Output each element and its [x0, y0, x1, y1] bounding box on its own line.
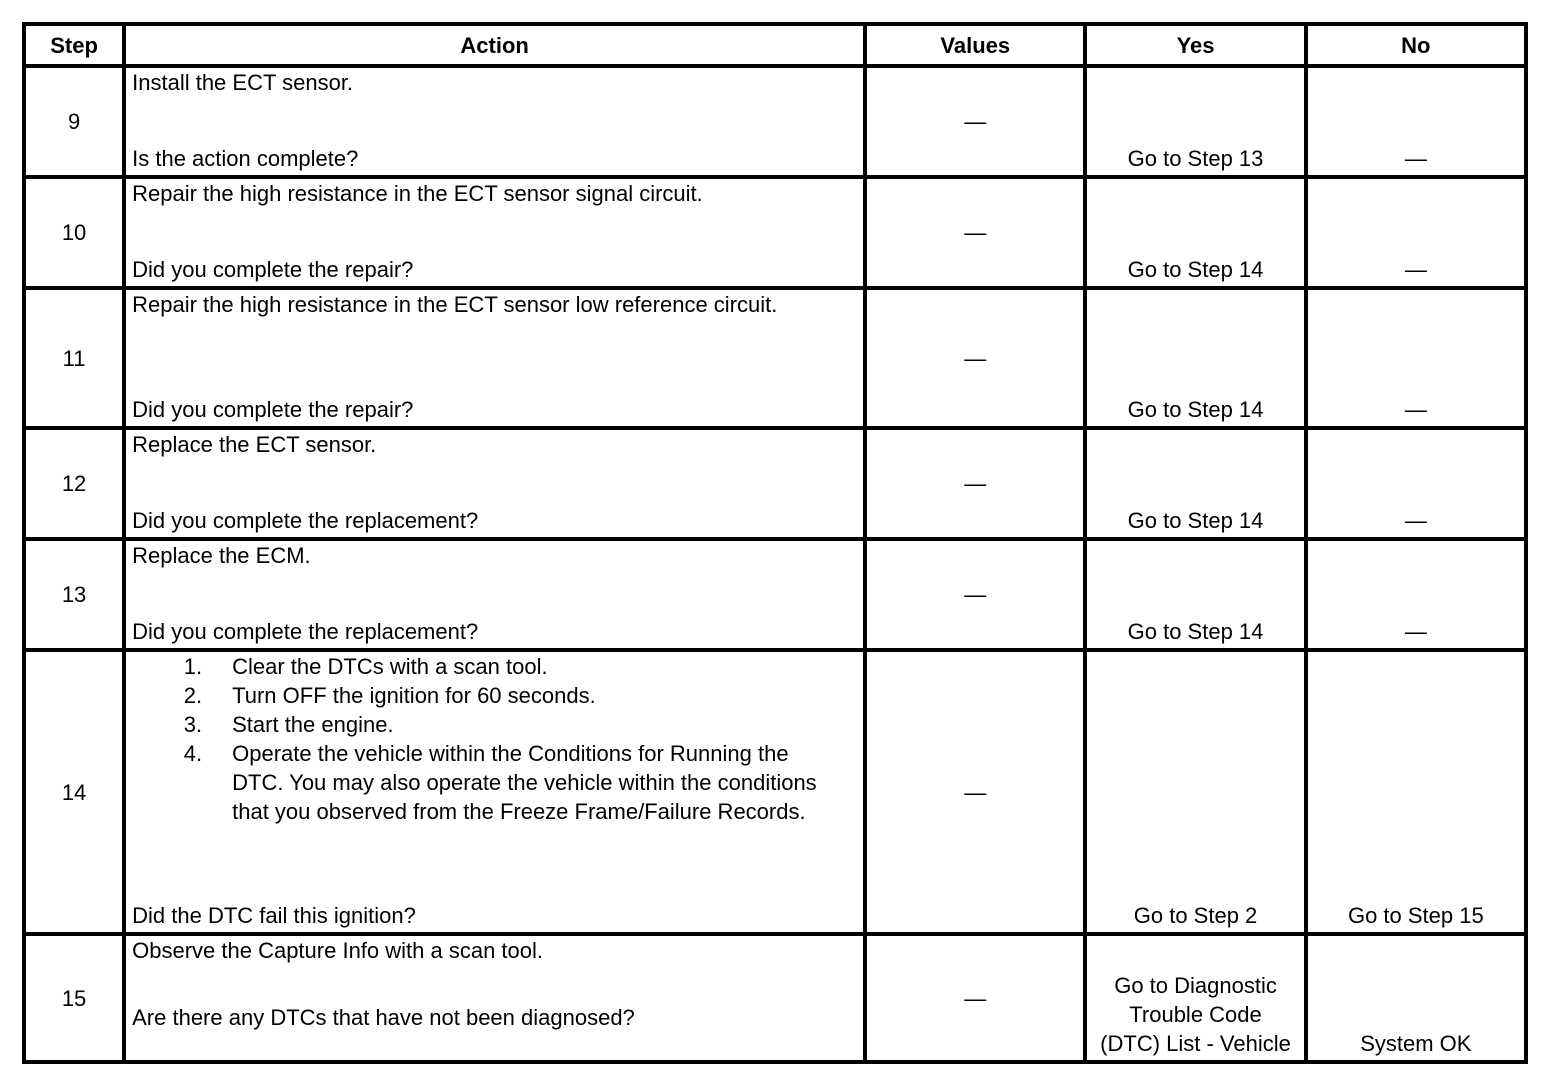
step-number: 14	[24, 650, 124, 934]
table-row	[24, 428, 1526, 539]
table-row	[24, 934, 1526, 1062]
list-number: 1.	[183, 654, 203, 679]
action-cell	[124, 288, 865, 428]
action-text: Install the ECT sensor.	[132, 70, 354, 95]
list-item	[132, 739, 855, 826]
action-cell	[124, 539, 865, 650]
yes-cell: Go to Step 14	[1085, 539, 1305, 650]
action-text: Replace the ECT sensor.	[132, 432, 377, 457]
header-yes: Yes	[1085, 24, 1305, 66]
action-text: Observe the Capture Info with a scan tool.	[132, 938, 544, 963]
action-question: Did you complete the repair?	[132, 397, 414, 422]
list-number: 4.	[183, 741, 203, 766]
action-cell	[124, 934, 865, 1062]
no-cell: System OK	[1306, 934, 1526, 1062]
header-no: No	[1306, 24, 1526, 66]
table-row	[24, 539, 1526, 650]
step-number: 9	[24, 66, 124, 177]
step-number: 13	[24, 539, 124, 650]
values-cell: —	[865, 428, 1085, 539]
diagnostic-table	[22, 22, 1528, 1064]
values-cell: —	[865, 539, 1085, 650]
values-cell: —	[865, 66, 1085, 177]
values-cell: —	[865, 177, 1085, 288]
action-question: Did you complete the repair?	[132, 257, 414, 282]
header-values: Values	[865, 24, 1085, 66]
table-row	[24, 288, 1526, 428]
action-text: Repair the high resistance in the ECT sensor low reference circuit.	[132, 292, 778, 317]
list-item	[132, 681, 855, 710]
action-question: Did the DTC fail this ignition?	[132, 903, 416, 928]
step-number: 15	[24, 934, 124, 1062]
yes-cell: Go to Step 14	[1085, 177, 1305, 288]
step-number: 11	[24, 288, 124, 428]
action-text: Repair the high resistance in the ECT sensor signal circuit.	[132, 181, 703, 206]
action-text: Replace the ECM.	[132, 543, 311, 568]
list-item	[132, 652, 855, 681]
list-text: Turn OFF the ignition for 60 seconds.	[232, 683, 596, 708]
no-cell: Go to Step 15	[1306, 650, 1526, 934]
procedure-list	[132, 652, 855, 826]
values-cell: —	[865, 650, 1085, 934]
header-action: Action	[124, 24, 865, 66]
list-text: Clear the DTCs with a scan tool.	[232, 654, 548, 679]
list-text: Start the engine.	[232, 712, 394, 737]
action-cell	[124, 650, 865, 934]
yes-cell: Go to Step 14	[1085, 288, 1305, 428]
yes-cell: Go to Step 14	[1085, 428, 1305, 539]
values-cell: —	[865, 934, 1085, 1062]
yes-cell: Go to Diagnostic Trouble Code (DTC) List - Vehicle	[1085, 934, 1305, 1062]
list-text: Operate the vehicle within the Conditions for Running the DTC. You may also operate the vehicle within the conditions that you observed from the Freeze Frame/Failure Records.	[232, 741, 817, 824]
step-number: 12	[24, 428, 124, 539]
yes-cell: Go to Step 13	[1085, 66, 1305, 177]
action-question: Did you complete the replacement?	[132, 619, 479, 644]
table-row	[24, 66, 1526, 177]
yes-cell: Go to Step 2	[1085, 650, 1305, 934]
action-cell	[124, 428, 865, 539]
table-row	[24, 650, 1526, 934]
list-item	[132, 710, 855, 739]
action-cell	[124, 177, 865, 288]
action-question: Did you complete the replacement?	[132, 508, 479, 533]
step-number: 10	[24, 177, 124, 288]
table-row	[24, 177, 1526, 288]
values-cell: —	[865, 288, 1085, 428]
header-step: Step	[24, 24, 124, 66]
no-cell: —	[1306, 539, 1526, 650]
action-cell	[124, 66, 865, 177]
action-question: Are there any DTCs that have not been diagnosed?	[132, 1005, 635, 1030]
list-number: 2.	[183, 683, 203, 708]
action-question: Is the action complete?	[132, 146, 359, 171]
no-cell: —	[1306, 288, 1526, 428]
no-cell: —	[1306, 428, 1526, 539]
header-row	[24, 24, 1526, 66]
no-cell: —	[1306, 177, 1526, 288]
no-cell: —	[1306, 66, 1526, 177]
list-number: 3.	[183, 712, 203, 737]
